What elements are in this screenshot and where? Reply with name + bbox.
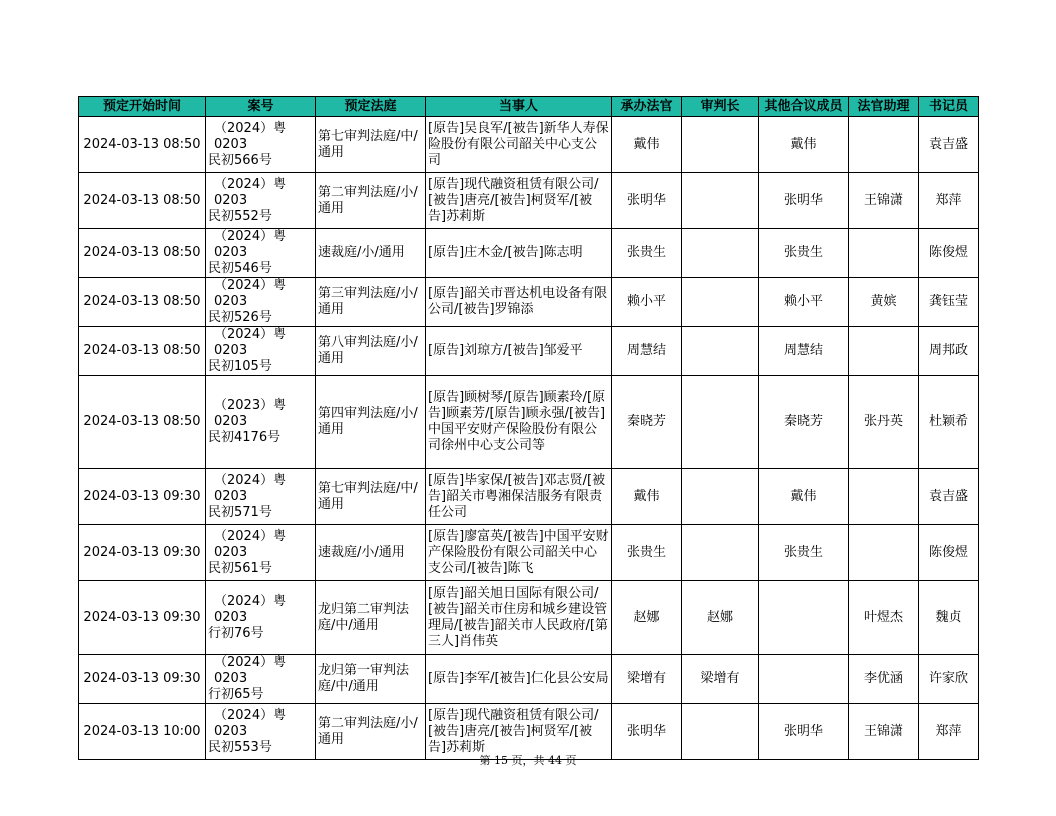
judge-assistant-cell: 王锦潇	[849, 173, 919, 229]
judge-cell: 秦晓芳	[612, 376, 682, 469]
panel-members-cell: 张贵生	[759, 229, 849, 278]
courtroom-cell: 第二审判法庭/小/通用	[316, 173, 426, 229]
parties-cell: [原告]毕家保/[被告]邓志贤/[被告]韶关市粤湘保洁服务有限责任公司	[426, 469, 612, 525]
clerk-cell: 陈俊煜	[919, 525, 979, 581]
start-time-cell: 2024-03-13 09:30	[79, 469, 206, 525]
parties-cell: [原告]现代融资租赁有限公司/[被告]唐亮/[被告]柯贤军/[被告]苏莉斯	[426, 173, 612, 229]
hearing-schedule-table	[78, 96, 979, 760]
clerk-cell: 杜颖希	[919, 376, 979, 469]
panel-members-cell: 周慧结	[759, 327, 849, 376]
case-number-line2: 民初561号	[208, 560, 272, 576]
parties-cell: [原告]现代融资租赁有限公司/[被告]唐亮/[被告]柯贤军/[被告]苏莉斯	[426, 704, 612, 760]
case-number-line2: 行初65号	[208, 687, 264, 702]
judge-assistant-cell: 叶煜杰	[849, 581, 919, 655]
table-row	[79, 229, 979, 278]
header-cell: 书记员	[919, 97, 979, 117]
table-row	[79, 278, 979, 327]
case-number-line1: （2024）粤0203	[214, 176, 287, 208]
start-time-cell: 2024-03-13 09:30	[79, 581, 206, 655]
presiding-judge-cell	[682, 229, 759, 278]
judge-assistant-cell: 张丹英	[849, 376, 919, 469]
courtroom-cell: 第八审判法庭/小/通用	[316, 327, 426, 376]
judge-cell: 戴伟	[612, 469, 682, 525]
case-number-cell	[206, 229, 316, 278]
header-row	[79, 97, 979, 117]
courtroom-cell: 第七审判法庭/中/通用	[316, 469, 426, 525]
case-number-line1: （2024）粤0203	[214, 472, 287, 504]
case-number-line2: 民初571号	[208, 504, 272, 520]
judge-cell: 梁增有	[612, 655, 682, 704]
start-time-cell: 2024-03-13 08:50	[79, 327, 206, 376]
clerk-cell: 郑萍	[919, 173, 979, 229]
courtroom-cell: 速裁庭/小/通用	[316, 525, 426, 581]
case-number-line1: （2024）粤0203	[214, 528, 287, 560]
case-number-line2: 行初76号	[208, 625, 264, 641]
judge-assistant-cell: 王锦潇	[849, 704, 919, 760]
case-number-line2: 民初105号	[208, 359, 272, 374]
presiding-judge-cell	[682, 117, 759, 173]
table-row	[79, 581, 979, 655]
judge-cell: 赵娜	[612, 581, 682, 655]
parties-cell: [原告]顾树琴/[原告]顾素玲/[原告]顾素芳/[原告]顾永强/[被告]中国平安财产保险股份有限公司徐州中心支公司等	[426, 376, 612, 469]
case-number-line2: 民初546号	[208, 261, 272, 276]
judge-assistant-cell: 黄嫔	[849, 278, 919, 327]
clerk-cell: 袁吉盛	[919, 469, 979, 525]
presiding-judge-cell	[682, 376, 759, 469]
case-number-cell	[206, 278, 316, 327]
case-number-line2: 民初553号	[208, 739, 272, 755]
judge-assistant-cell: 李优涵	[849, 655, 919, 704]
case-number-cell	[206, 117, 316, 173]
header-cell: 承办法官	[612, 97, 682, 117]
presiding-judge-cell	[682, 278, 759, 327]
clerk-cell: 袁吉盛	[919, 117, 979, 173]
case-number-line1: （2024）粤0203	[214, 229, 287, 260]
courtroom-cell: 第二审判法庭/小/通用	[316, 704, 426, 760]
table-row	[79, 327, 979, 376]
panel-members-cell: 张明华	[759, 173, 849, 229]
parties-cell: [原告]韶关旭日国际有限公司/[被告]韶关市住房和城乡建设管理局/[被告]韶关市人民政府/[第三人]肖伟英	[426, 581, 612, 655]
presiding-judge-cell	[682, 469, 759, 525]
judge-cell: 戴伟	[612, 117, 682, 173]
start-time-cell: 2024-03-13 10:00	[79, 704, 206, 760]
judge-cell: 周慧结	[612, 327, 682, 376]
panel-members-cell	[759, 581, 849, 655]
clerk-cell: 郑萍	[919, 704, 979, 760]
case-number-line1: （2024）粤0203	[214, 327, 287, 358]
parties-cell: [原告]刘琼方/[被告]邹爱平	[426, 327, 612, 376]
presiding-judge-cell	[682, 525, 759, 581]
case-number-line2: 民初4176号	[208, 430, 281, 445]
header-cell: 当事人	[426, 97, 612, 117]
panel-members-cell: 戴伟	[759, 117, 849, 173]
judge-cell: 赖小平	[612, 278, 682, 327]
case-number-cell	[206, 525, 316, 581]
case-number-line1: （2024）粤0203	[214, 120, 287, 152]
judge-assistant-cell	[849, 117, 919, 173]
panel-members-cell: 赖小平	[759, 278, 849, 327]
clerk-cell: 魏贞	[919, 581, 979, 655]
case-number-line1: （2024）粤0203	[214, 655, 287, 686]
parties-cell: [原告]庄木金/[被告]陈志明	[426, 229, 612, 278]
panel-members-cell: 张贵生	[759, 525, 849, 581]
header-cell: 法官助理	[849, 97, 919, 117]
start-time-cell: 2024-03-13 09:30	[79, 525, 206, 581]
case-number-line2: 民初526号	[208, 310, 272, 325]
courtroom-cell: 第四审判法庭/小/通用	[316, 376, 426, 469]
case-number-cell	[206, 469, 316, 525]
judge-assistant-cell	[849, 327, 919, 376]
case-number-cell	[206, 173, 316, 229]
case-number-cell	[206, 327, 316, 376]
case-number-line1: （2024）粤0203	[214, 707, 287, 739]
start-time-cell: 2024-03-13 09:30	[79, 655, 206, 704]
presiding-judge-cell: 梁增有	[682, 655, 759, 704]
case-number-cell	[206, 581, 316, 655]
header-cell: 其他合议成员	[759, 97, 849, 117]
panel-members-cell: 戴伟	[759, 469, 849, 525]
courtroom-cell: 速裁庭/小/通用	[316, 229, 426, 278]
header-cell: 审判长	[682, 97, 759, 117]
case-number-line2: 民初566号	[208, 152, 272, 168]
parties-cell: [原告]李军/[被告]仁化县公安局	[426, 655, 612, 704]
header-cell: 预定开始时间	[79, 97, 206, 117]
start-time-cell: 2024-03-13 08:50	[79, 173, 206, 229]
judge-cell: 张贵生	[612, 229, 682, 278]
presiding-judge-cell	[682, 173, 759, 229]
table-row	[79, 173, 979, 229]
panel-members-cell: 张明华	[759, 704, 849, 760]
page-number: 第 15 页，共 44 页	[479, 754, 577, 767]
judge-cell: 张明华	[612, 704, 682, 760]
case-number-cell	[206, 655, 316, 704]
judge-cell: 张明华	[612, 173, 682, 229]
clerk-cell: 周邦政	[919, 327, 979, 376]
case-number-line1: （2023）粤0203	[214, 398, 287, 429]
courtroom-cell: 龙归第二审判法庭/中/通用	[316, 581, 426, 655]
courtroom-cell: 龙归第一审判法庭/中/通用	[316, 655, 426, 704]
judge-assistant-cell	[849, 469, 919, 525]
courtroom-cell: 第七审判法庭/中/通用	[316, 117, 426, 173]
header-cell: 案号	[206, 97, 316, 117]
start-time-cell: 2024-03-13 08:50	[79, 117, 206, 173]
case-number-line2: 民初552号	[208, 208, 272, 224]
start-time-cell: 2024-03-13 08:50	[79, 229, 206, 278]
judge-assistant-cell	[849, 229, 919, 278]
parties-cell: [原告]廖富英/[被告]中国平安财产保险股份有限公司韶关中心支公司/[被告]陈飞	[426, 525, 612, 581]
table-row	[79, 117, 979, 173]
parties-cell: [原告]吴良军/[被告]新华人寿保险股份有限公司韶关中心支公司	[426, 117, 612, 173]
presiding-judge-cell: 赵娜	[682, 581, 759, 655]
case-number-cell	[206, 376, 316, 469]
header-cell: 预定法庭	[316, 97, 426, 117]
panel-members-cell: 秦晓芳	[759, 376, 849, 469]
clerk-cell: 许家欣	[919, 655, 979, 704]
case-number-line1: （2024）粤0203	[214, 593, 287, 625]
parties-cell: [原告]韶关市晋达机电设备有限公司/[被告]罗锦添	[426, 278, 612, 327]
clerk-cell: 龚钰莹	[919, 278, 979, 327]
table-row	[79, 655, 979, 704]
start-time-cell: 2024-03-13 08:50	[79, 376, 206, 469]
judge-assistant-cell	[849, 525, 919, 581]
panel-members-cell	[759, 655, 849, 704]
table-row	[79, 525, 979, 581]
start-time-cell: 2024-03-13 08:50	[79, 278, 206, 327]
judge-cell: 张贵生	[612, 525, 682, 581]
courtroom-cell: 第三审判法庭/小/通用	[316, 278, 426, 327]
table-row	[79, 469, 979, 525]
presiding-judge-cell	[682, 327, 759, 376]
clerk-cell: 陈俊煜	[919, 229, 979, 278]
table-row	[79, 376, 979, 469]
case-number-line1: （2024）粤0203	[214, 278, 287, 309]
